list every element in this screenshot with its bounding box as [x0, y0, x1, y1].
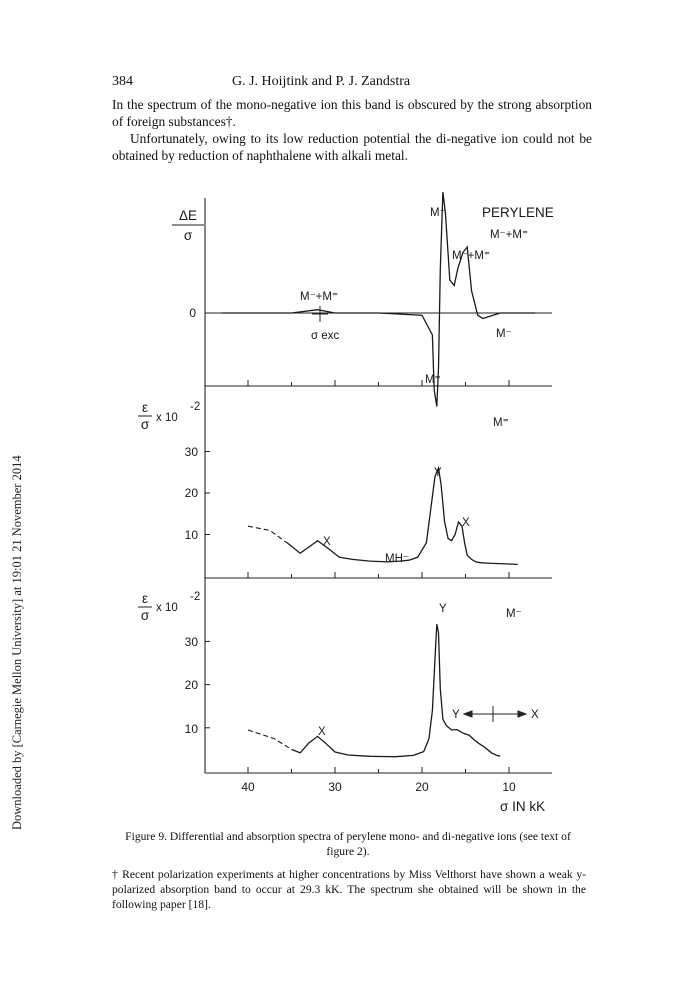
- m-minus-top-label: M⁻: [430, 207, 446, 219]
- figure-caption: Figure 9. Differential and absorption spectra of perylene mono- and di-negative ions (see text of figure 2).: [125, 830, 571, 858]
- series-line-panel-2-1: [287, 468, 518, 564]
- bot-exponent: -2: [190, 591, 201, 603]
- y-x-arrow: [464, 706, 526, 722]
- sigma-label: σ: [183, 228, 193, 243]
- mid-species-label: M⁼: [493, 417, 509, 429]
- zero-tick-label: 0: [189, 306, 196, 320]
- series-3-dashed-tail: [248, 730, 292, 749]
- bot-x-arrow-label: X: [531, 709, 539, 721]
- bot-ytick-20: 20: [184, 678, 198, 692]
- mid-x-left-label: X: [323, 536, 331, 548]
- page-number: 384: [112, 74, 133, 89]
- legend-label: M⁻+M⁼: [490, 229, 529, 241]
- bot-sigma: σ: [140, 608, 150, 623]
- series-2-dashed-tail: [248, 526, 287, 543]
- footnote: † Recent polarization experiments at higher concentrations by Miss Velthorst have shown a weak y-polarized absorption band to occur at 29.3 kK. The spectrum she obtained will be shown in the following paper [18].: [112, 868, 586, 911]
- m-minus-right-label: M⁻: [496, 328, 512, 340]
- xtick-label-30: 30: [328, 780, 342, 794]
- bot-x-left-label: X: [318, 726, 326, 738]
- mid-ytick-10: 10: [184, 528, 198, 542]
- mid-scale: x 10: [156, 412, 178, 424]
- series-line-panel-1-1: [222, 192, 535, 407]
- xtick-label-40: 40: [241, 780, 255, 794]
- bot-species-label: M⁻: [506, 608, 522, 620]
- sigma-exc-label: σ exc: [311, 330, 340, 342]
- mid-ylabel: [138, 400, 200, 432]
- mid-x-right-label: X: [462, 517, 470, 529]
- xtick-label-20: 20: [415, 780, 429, 794]
- paragraph-2: Unfortunately, owing to its low reduction potential the di-negative ion could not be obtained by reduction of naphthalene with alkali metal.: [112, 131, 592, 163]
- bot-scale: x 10: [156, 602, 178, 614]
- sigma-exc-marker: [312, 306, 328, 322]
- delta-e-label: ΔE: [178, 208, 198, 223]
- mid-sigma: σ: [140, 417, 150, 432]
- running-title: G. J. Hoijtink and P. J. Zandstra: [232, 74, 411, 89]
- bot-y-peak-label: Y: [439, 603, 447, 615]
- m-minus-plus-m-right-label: M⁻+M⁼: [452, 250, 491, 262]
- bot-ytick-30: 30: [184, 635, 198, 649]
- perylene-title: PERYLENE: [482, 205, 554, 220]
- mid-ytick-20: 20: [184, 486, 198, 500]
- top-ylabel: [172, 208, 204, 243]
- bot-y-arrow-label: Y: [452, 709, 460, 721]
- x-axis-label: σ IN kK: [500, 799, 546, 814]
- download-watermark: Downloaded by [Carnegie Mellon University] at 19:01 21 November 2014: [10, 455, 24, 830]
- paragraph-1: In the spectrum of the mono-negative ion this band is obscured by the strong absorption of foreign substances†.: [112, 97, 592, 129]
- mid-y-label: Y: [434, 467, 442, 479]
- m-dianion-label: M⁼: [425, 374, 441, 386]
- bot-epsilon: ε: [141, 591, 149, 606]
- frame: [205, 198, 552, 773]
- xtick-label-10: 10: [502, 780, 516, 794]
- bot-ylabel: [138, 591, 200, 623]
- bot-ytick-10: 10: [184, 722, 198, 736]
- m-minus-plus-m-left-label: M⁻+M⁼: [300, 291, 339, 303]
- mid-mh-label: MH⁻: [385, 553, 409, 565]
- mid-epsilon: ε: [141, 400, 149, 415]
- mid-exponent: -2: [190, 401, 201, 413]
- mid-ytick-30: 30: [184, 445, 198, 459]
